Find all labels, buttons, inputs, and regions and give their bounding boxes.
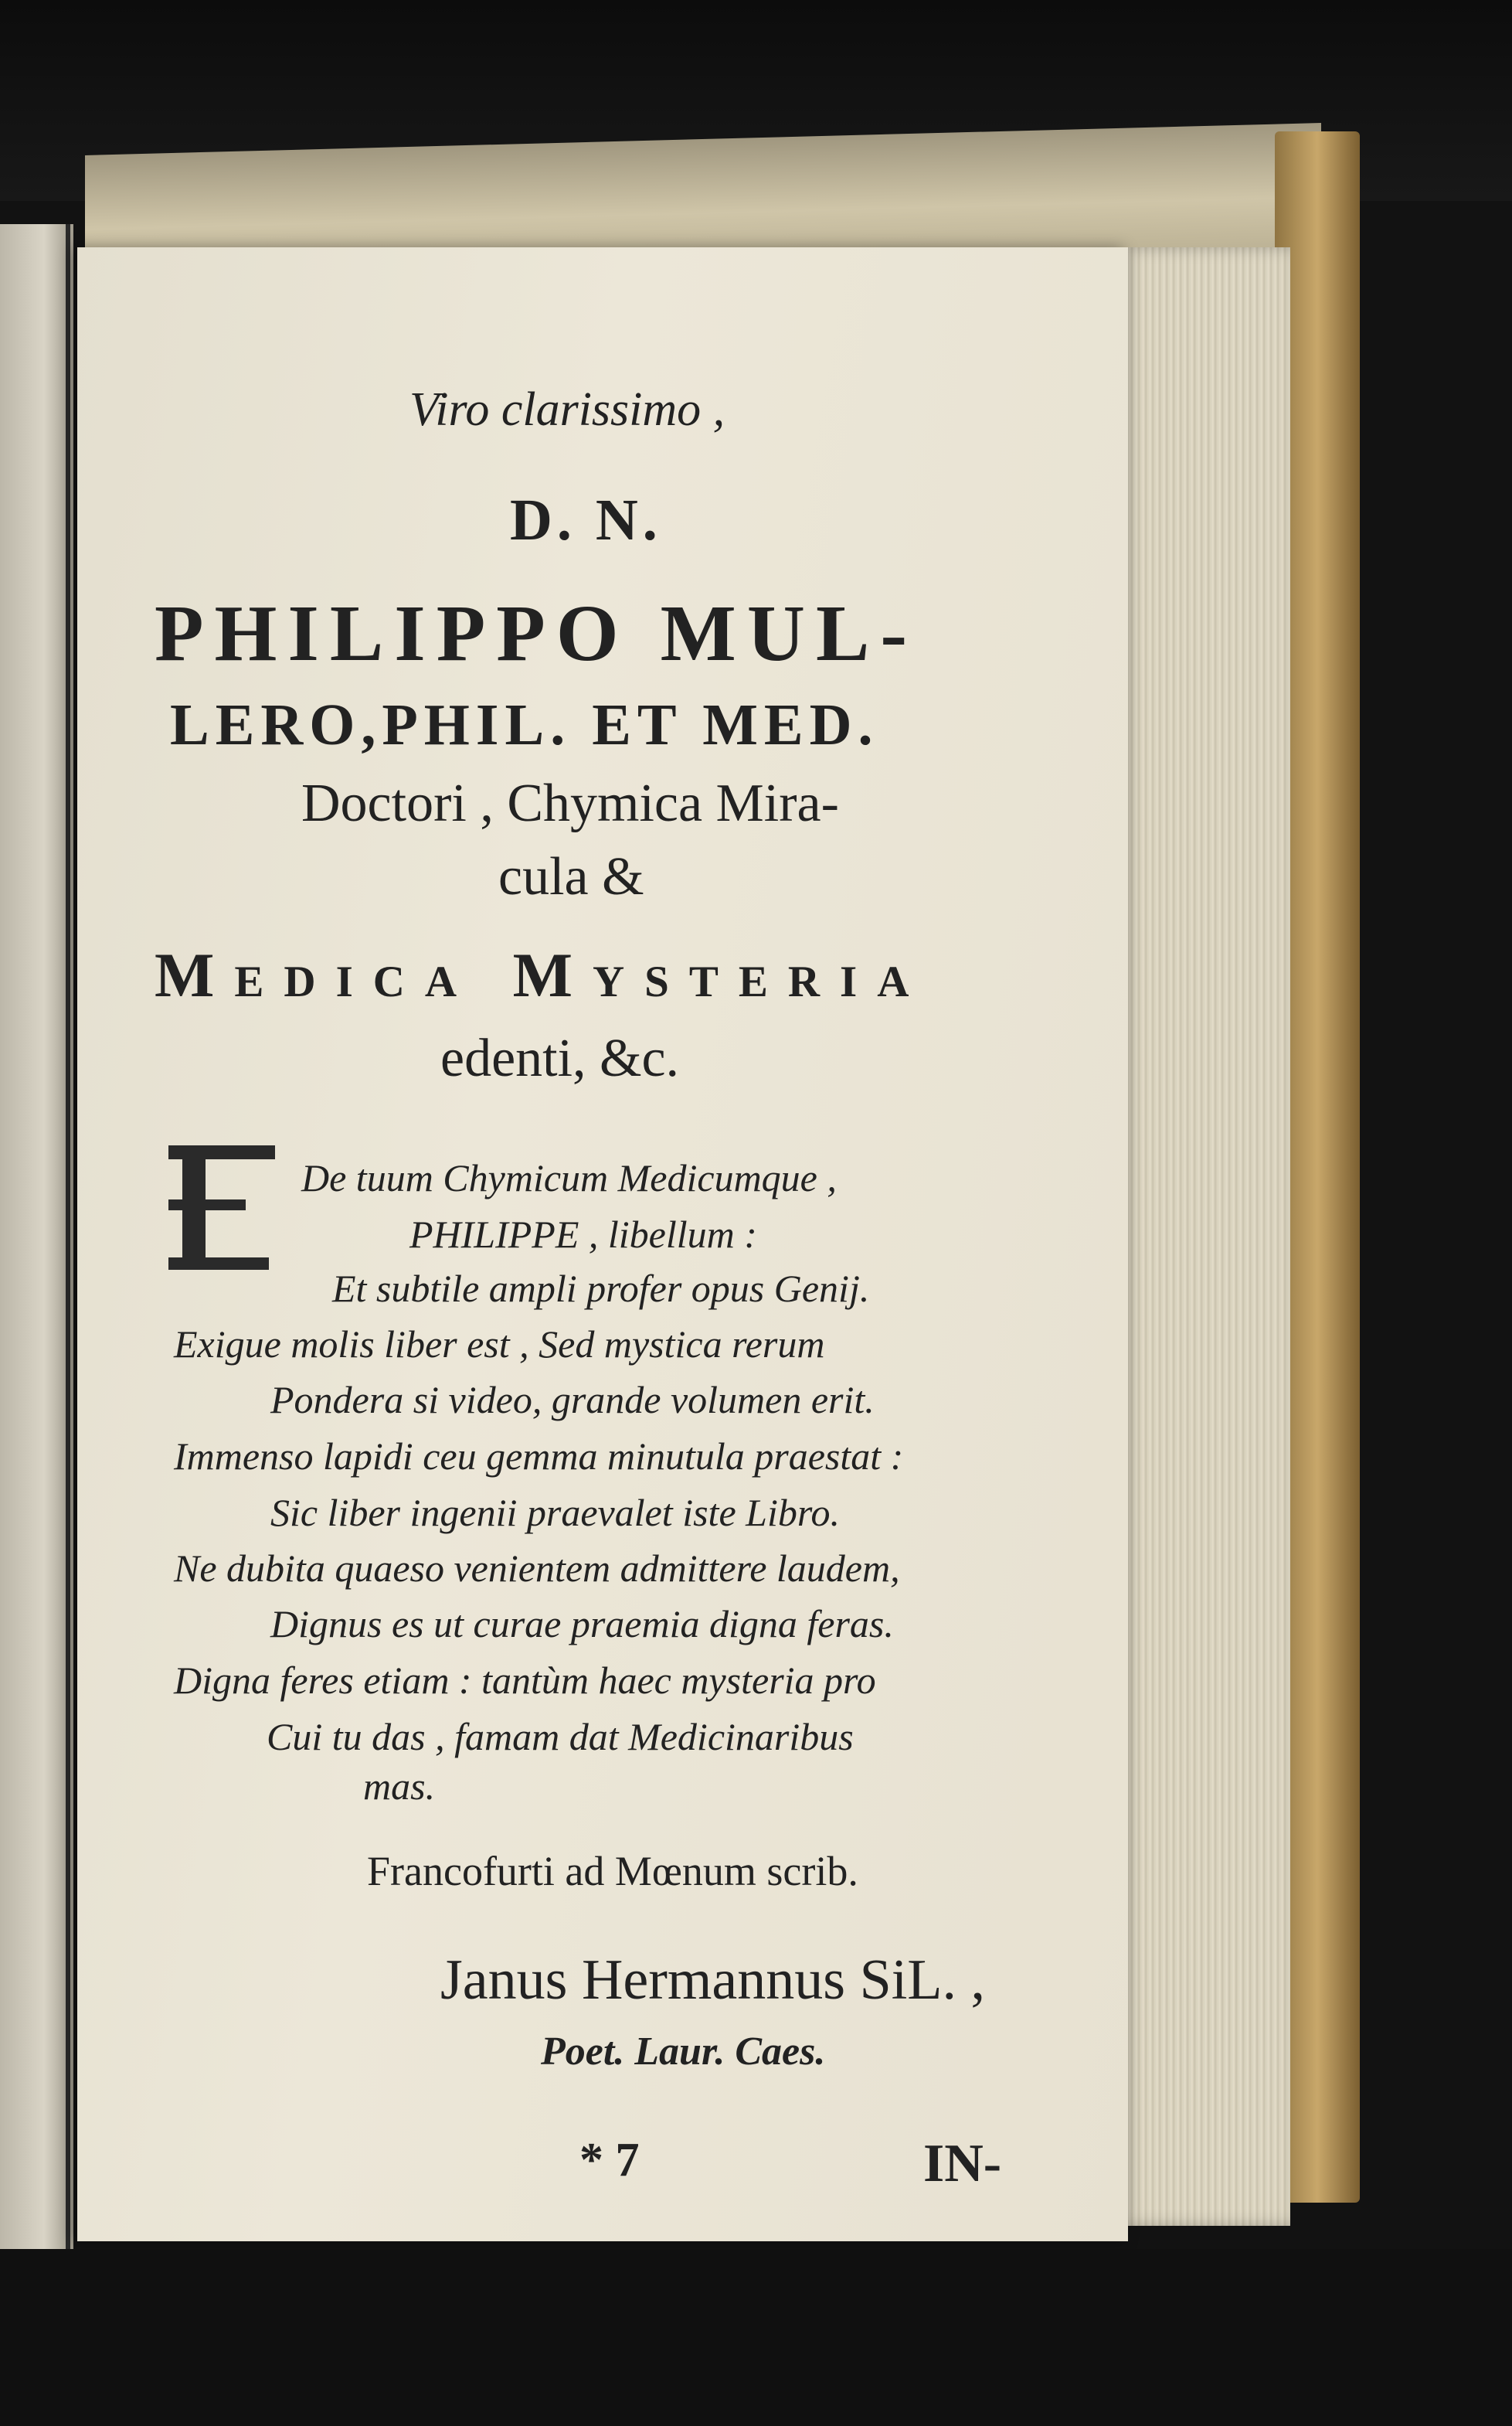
signature-mark: * 7 xyxy=(579,2134,640,2186)
poem-line: Exigue molis liber est , Sed mystica rerum xyxy=(174,1322,825,1366)
dedicatee-name-line2: LERO,PHIL. ET MED. xyxy=(170,692,879,757)
poem-line: Digna feres etiam : tantùm haec mysteria pro xyxy=(174,1659,876,1702)
poem-line: Sic liber ingenii praevalet iste Libro. xyxy=(270,1491,840,1534)
dn-heading: D. N. xyxy=(510,488,662,553)
poem-line: Cui tu das , famam dat Medicinaribus xyxy=(267,1715,854,1758)
poem-line: Pondera si video, grande volumen erit. xyxy=(270,1378,875,1421)
salutation: Viro clarissimo , xyxy=(409,383,725,436)
catchword: IN- xyxy=(923,2134,1002,2193)
poem-line: mas. xyxy=(363,1764,436,1808)
left-page-edge xyxy=(0,224,73,2264)
poem-line: De tuum Chymicum Medicumque , xyxy=(301,1156,837,1199)
drop-cap-e xyxy=(168,1145,275,1269)
title-line1: Doctori , Chymica Mira- xyxy=(301,774,839,833)
poem-line: Dignus es ut curae praemia digna feras. xyxy=(270,1602,894,1645)
place-line: Francofurti ad Mœnum scrib. xyxy=(367,1848,858,1894)
author-name: Janus Hermannus SiL. , xyxy=(440,1948,985,2012)
author-title: Poet. Laur. Caes. xyxy=(541,2030,826,2074)
poem-line: Et subtile ampli profer opus Genij. xyxy=(332,1267,870,1310)
poem-line: Immenso lapidi ceu gemma minutula praestat : xyxy=(174,1434,904,1478)
background-bottom xyxy=(0,2249,1512,2426)
dedicatee-name-line1: PHILIPPO MUL- xyxy=(155,589,918,678)
page-stack xyxy=(1120,247,1290,2226)
title-line2: cula & xyxy=(498,847,644,907)
gutter-line xyxy=(66,224,70,2264)
edenti-line: edenti, &c. xyxy=(440,1029,680,1088)
poem-line: PHILIPPE , libellum : xyxy=(409,1213,757,1256)
medica-mysteria-line: Medica Mysteria xyxy=(155,940,929,1010)
poem-line: Ne dubita quaeso venientem admittere laudem, xyxy=(174,1546,900,1590)
book-page xyxy=(77,247,1128,2241)
